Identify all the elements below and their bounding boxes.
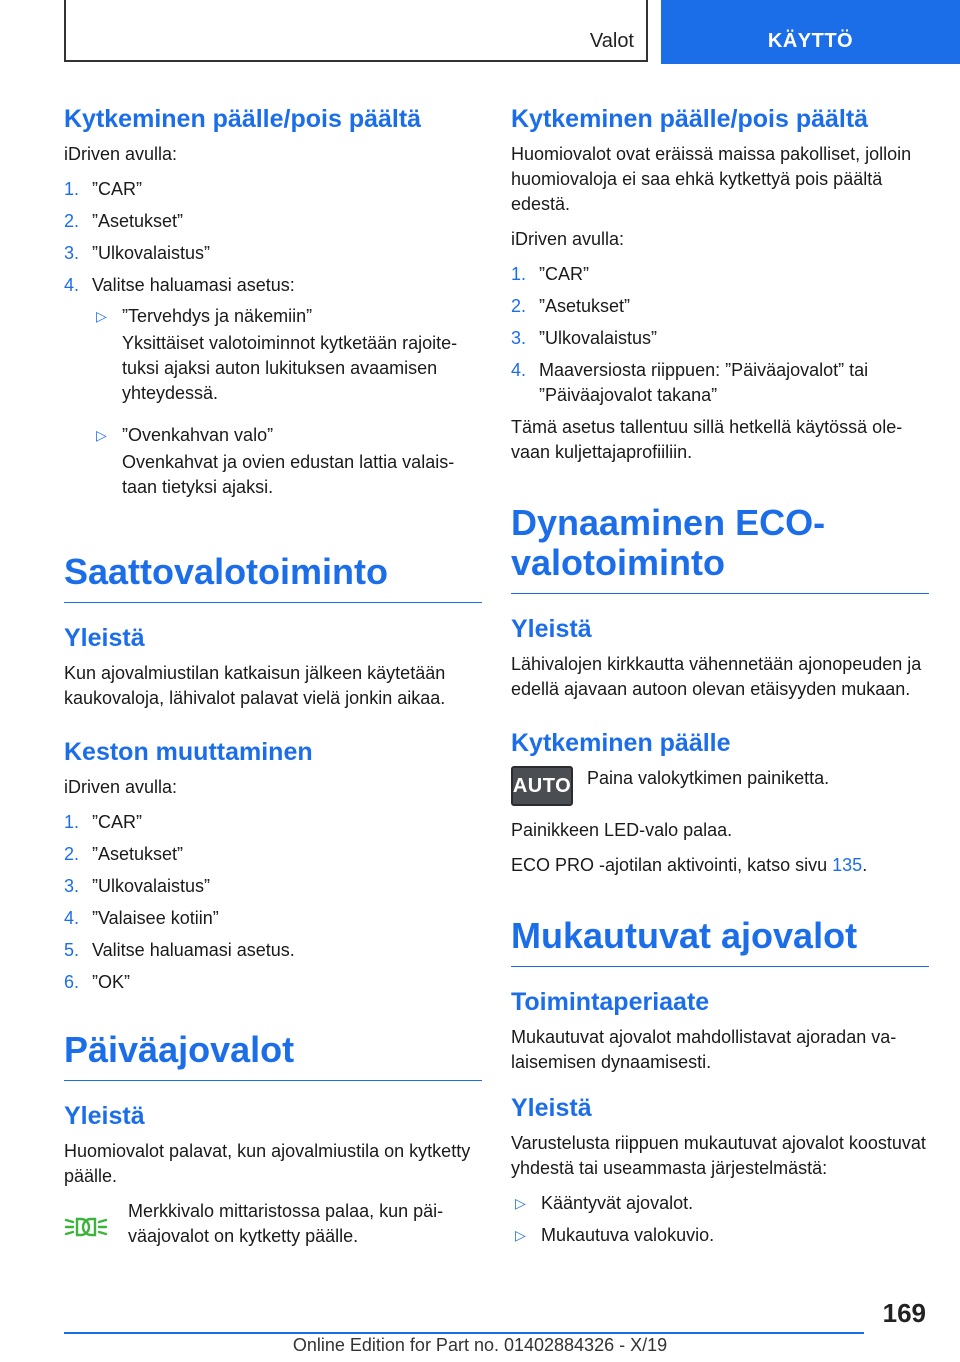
header-chapter-tab: KÄYTTÖ [661, 0, 960, 64]
text-led: Painikkeen LED-valo palaa. [511, 820, 733, 840]
header-frame [64, 0, 648, 62]
list-item: 1. ”CAR” [64, 179, 142, 199]
triangle-bullet-icon: ▷ [515, 1227, 526, 1243]
list-item: 2. ”Asetukset” [64, 844, 184, 864]
text-yleista-3: Lähivalojen kirkkautta vähennetään ajonopeuden ja edellä ajavaan autoon olevan etäisyyden mukaan. [511, 654, 922, 699]
steps-list-right-1 [511, 262, 929, 408]
daytime-running-light-icon [64, 1199, 128, 1244]
intro-idrive-keston: iDriven avulla: [64, 777, 178, 797]
text-eco-pro: ECO PRO -ajotilan aktivointi, katso sivu 135. [511, 855, 868, 875]
steps-list-left-1 [64, 177, 482, 517]
heading-keston-muuttaminen: Keston muuttaminen [64, 738, 313, 766]
text-toimintaperiaate: Mukautuvat ajovalot mahdollistavat ajoradan valaisemisen dynaamisesti. [511, 1027, 897, 1072]
heading-saattovalotoiminto: Saattovalotoiminto [64, 552, 482, 603]
auto-button-text: Paina valokytkimen painiketta. [587, 768, 830, 788]
list-item: 3. ”Ulkovalaistus” [64, 876, 211, 896]
heading-dynaaminen-eco: Dynaaminen ECO-valotoiminto [511, 503, 929, 594]
list-item: ▷ Mukautuva valokuvio. [511, 1223, 929, 1248]
text-profile-note: Tämä asetus tallentuu sillä hetkellä käytössä olevaan kuljettajaprofiiliin. [511, 417, 903, 462]
auto-button-row [511, 766, 929, 806]
list-item: 3. ”Ulkovalaistus” [64, 243, 211, 263]
heading-kytkeminen-paalle: Kytkeminen päälle [511, 729, 731, 757]
list-item: ▷ Kääntyvät ajovalot. [511, 1191, 929, 1216]
list-item: 3. ”Ulkovalaistus” [511, 328, 658, 348]
heading-yleista-3: Yleistä [511, 615, 592, 643]
intro-idrive-right: iDriven avulla: [511, 229, 625, 249]
auto-button-icon: AUTO [511, 766, 573, 806]
triangle-bullet-icon: ▷ [96, 308, 107, 324]
indicator-text: Merkkivalo mittaristossa palaa, kun päiväajovalot on kytketty päälle. [128, 1201, 444, 1246]
heading-yleista-2: Yleistä [64, 1102, 145, 1130]
left-column [64, 104, 482, 1261]
list-item: 2. ”Asetukset” [511, 296, 631, 316]
footer-divider [64, 1332, 864, 1334]
list-item: ▷ ”Tervehdys ja näkemiin” Yksittäiset valotoiminnot kytketään rajoitetuksi ajaksi auton lukituksen avaamisen yhteydessä. [92, 304, 482, 416]
list-item: 4. Valitse haluamasi asetus: ▷ ”Tervehdys ja näkemiin” Yksittäiset valotoiminnot kytketään rajoitetuksi ajaksi auton lukituksen avaamisen yhteydessä. ▷ ”Ovenkahvan valo” Ovenkahvat ja ovien edustan lattia valaistaan tietyksi ajaksi. [64, 273, 482, 517]
text-huomiovalot: Huomiovalot ovat eräissä maissa pakolliset, jolloin huomiovaloja ei saa ehkä kytkettyä pois päältä edestä. [511, 144, 912, 214]
list-item: 4. ”Valaisee kotiin” [64, 908, 219, 928]
intro-idrive-left: iDriven avulla: [64, 144, 178, 164]
indicator-row [64, 1199, 482, 1249]
text-yleista-2: Huomiovalot palavat, kun ajovalmiustila on kytketty päälle. [64, 1141, 471, 1186]
list-item: 5. Valitse haluamasi asetus. [64, 940, 295, 960]
triangle-bullet-icon: ▷ [96, 427, 107, 443]
text-yleista-1: Kun ajovalmiustilan katkaisun jälkeen käytetään kaukovaloja, lähivalot palavat vielä jonkin aikaa. [64, 663, 446, 708]
list-item: 1. ”CAR” [64, 812, 142, 832]
heading-kytkeminen-left: Kytkeminen päälle/pois päältä [64, 105, 422, 133]
list-item: 2. ”Asetukset” [64, 211, 184, 231]
heading-kytkeminen-right: Kytkeminen päälle/pois päältä [511, 105, 869, 133]
heading-mukautuvat-ajovalot: Mukautuvat ajovalot [511, 916, 929, 967]
heading-toimintaperiaate: Toimintaperiaate [511, 988, 710, 1016]
list-item: 4. Maaversiosta riippuen: ”Päiväajovalot” tai ”Päiväajovalot takana” [511, 360, 869, 405]
heading-yleista-4: Yleistä [511, 1094, 592, 1122]
right-column [511, 104, 929, 1255]
heading-paivaajovalot: Päiväajovalot [64, 1030, 482, 1081]
list-item: ▷ ”Ovenkahvan valo” Ovenkahvat ja ovien edustan lattia valaistaan tietyksi ajaksi. [92, 423, 482, 510]
options-list [92, 304, 482, 517]
header-section-title: Valot [589, 30, 634, 52]
steps-list-keston [64, 810, 482, 995]
list-item: 6. ”OK” [64, 972, 130, 992]
page-link-135[interactable]: 135 [832, 855, 863, 875]
page-header [0, 0, 960, 66]
heading-yleista-1: Yleistä [64, 624, 145, 652]
triangle-bullet-icon: ▷ [515, 1195, 526, 1211]
text-yleista-4: Varustelusta riippuen mukautuvat ajovalot koostuvat yhdestä tai useammasta järjestelmästä: [511, 1133, 926, 1178]
page-number: 169 [882, 1298, 926, 1328]
list-item: 1. ”CAR” [511, 264, 589, 284]
footer-edition: Online Edition for Part no. 01402884326 - X/19 [292, 1335, 668, 1355]
adaptive-systems-list [511, 1191, 929, 1248]
